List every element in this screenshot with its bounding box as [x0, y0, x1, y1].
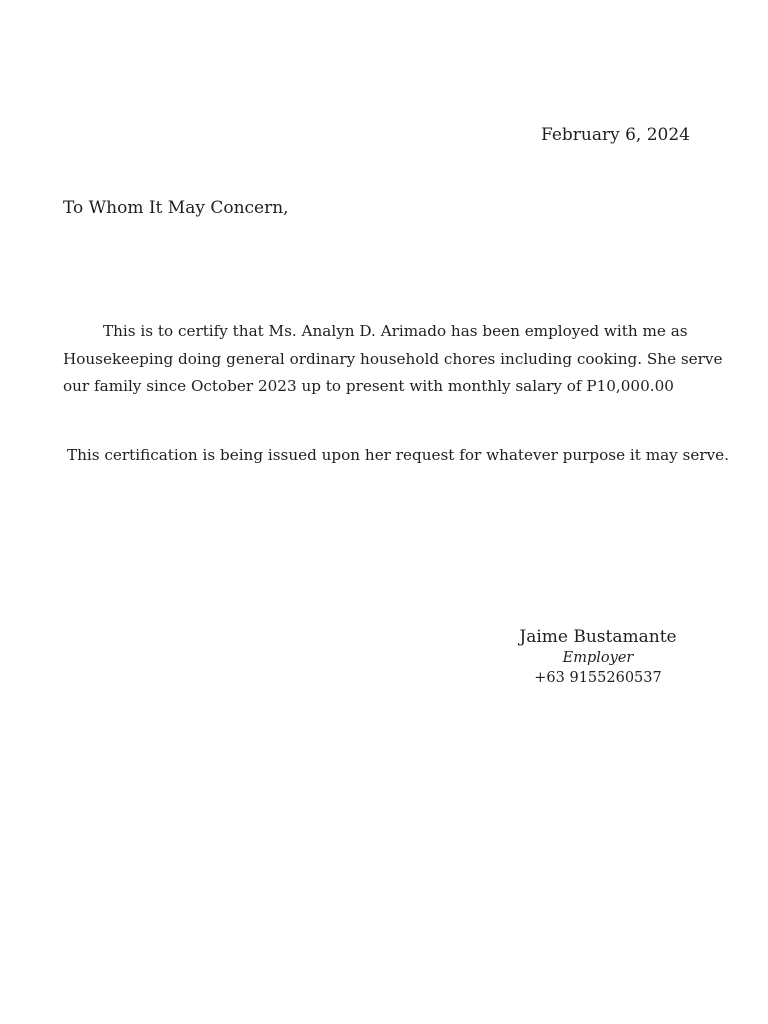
- body-paragraph-1-line-2: Housekeeping doing general ordinary household chores including cooking. She serve: [63, 350, 723, 368]
- signature-block: [497, 626, 699, 689]
- body-paragraph-1-line-1: This is to certify that Ms. Analyn D. Arimado has been employed with me as: [103, 322, 688, 340]
- signatory-name: Jaime Bustamante: [519, 627, 677, 647]
- signatory-phone: +63 9155260537: [534, 670, 662, 686]
- salutation: To Whom It May Concern,: [63, 198, 289, 218]
- letter-date: February 6, 2024: [540, 125, 690, 145]
- body-paragraph-2: This certification is being issued upon her request for whatever purpose it may serve.: [67, 446, 729, 464]
- signatory-title: Employer: [562, 650, 634, 666]
- body-paragraph-1-line-3: our family since October 2023 up to present with monthly salary of P10,000.00: [63, 377, 674, 395]
